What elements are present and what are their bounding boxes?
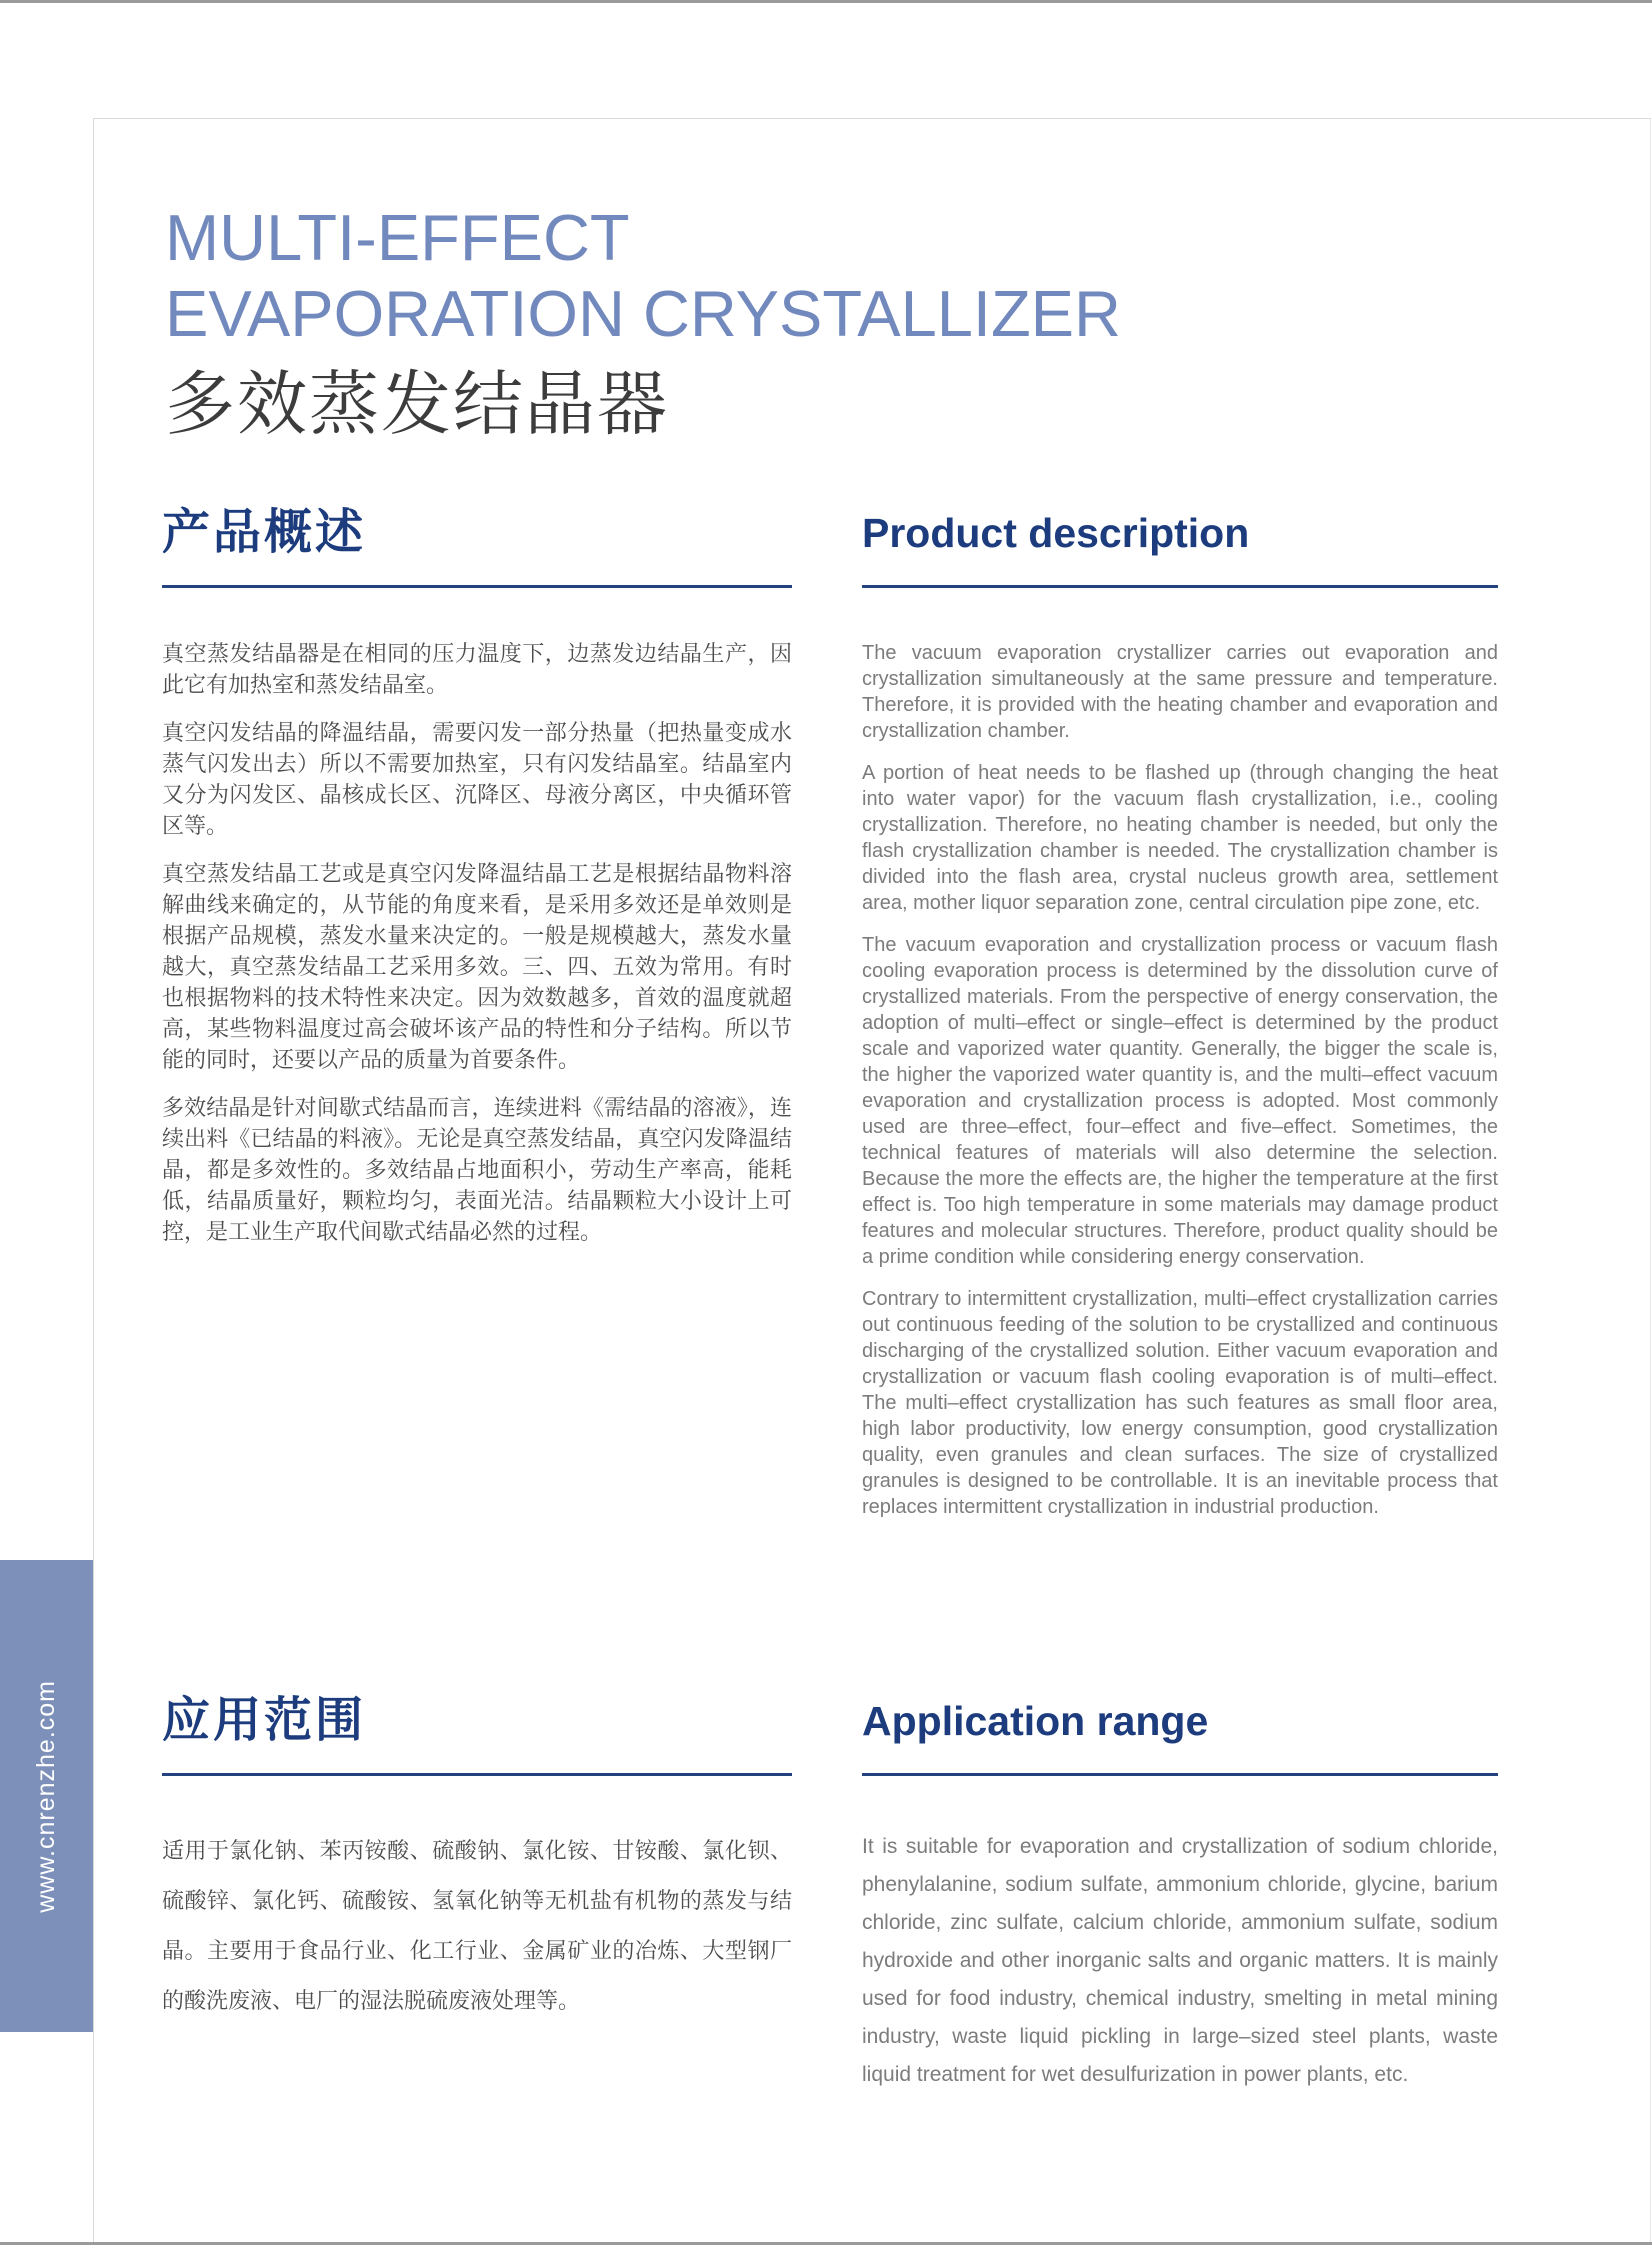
section-application-range-en — [862, 1693, 1498, 2094]
product-overview-body-cn — [162, 638, 792, 1247]
product-description-heading-underline — [862, 585, 1498, 588]
application-range-body-en — [862, 1828, 1498, 2094]
product-description-body-en — [862, 640, 1498, 1520]
page-subtitle-chinese: 多效蒸发结晶器 — [165, 365, 669, 443]
paragraph: It is suitable for evaporation and crystallization of sodium chloride, phenylalanine, sodium sulfate, ammonium chloride, glycine, barium chloride, zinc sulfate, calcium chloride, ammonium sulfate, sodium hydroxide and other inorganic salts and organic matters. It is mainly used for food industry, chemical industry, smelting in metal mining industry, waste liquid pickling in large–sized steel plants, waste liquid treatment for wet desulfurization in power plants, etc. — [862, 1835, 1498, 2086]
page-title — [165, 200, 1121, 352]
page-title-block — [165, 200, 1121, 444]
paragraph: A portion of heat needs to be flashed up (through changing the heat into water vapor) for the vacuum flash crystallization, i.e., cooling crystallization. Therefore, no heating chamber is needed, but only the flash crystallization chamber is needed. The crystallization chamber is divided into the flash area, crystal nucleus growth area, settlement area, mother liquor separation zone, central circulation pipe zone, etc. — [862, 762, 1498, 914]
application-range-heading-en: Application range — [862, 1698, 1209, 1744]
section-product-description-en — [862, 505, 1498, 1536]
paragraph: 适用于氯化钠、苯丙铵酸、硫酸钠、氯化铵、甘铵酸、氯化钡、硫酸锌、氯化钙、硫酸铵、氢氧化钠等无机盐有机物的蒸发与结晶。主要用于食品行业、化工行业、金属矿业的冶炼、大型钢厂的酸洗废液、电厂的湿法脱硫废液处理等。 — [162, 1838, 792, 2013]
page-title-line2: EVAPORATION CRYSTALLIZER — [165, 277, 1121, 350]
section-application-range-cn — [162, 1693, 792, 2026]
product-overview-heading-cn: 产品概述 — [162, 506, 367, 559]
product-description-heading-en: Product description — [862, 510, 1250, 556]
application-range-heading-underline — [162, 1773, 792, 1776]
section-product-overview-cn — [162, 505, 792, 1264]
paragraph: The vacuum evaporation and crystallization process or vacuum flash cooling evaporation process is determined by the dissolution curve of crystallized materials. From the perspective of energy conservation, the adoption of multi–effect or single–effect is determined by the product scale and vaporized water quantity. Generally, the bigger the scale is, the higher the vaporized water quantity is, and the multi–effect vacuum evaporation and crystallization process is adopted. Most commonly used are three–effect, four–effect and five–effect. Sometimes, the technical features of materials will also determine the selection. Because the more the effects are, the higher the temperature at the first effect is. Too high temperature in some materials may damage product features and molecular structures. Therefore, product quality should be a prime condition while considering energy conservation. — [862, 934, 1498, 1268]
paragraph: 真空蒸发结晶工艺或是真空闪发降温结晶工艺是根据结晶物料溶解曲线来确定的，从节能的角度来看，是采用多效还是单效则是根据产品规模，蒸发水量来决定的。一般是规模越大，蒸发水量越大，真空蒸发结晶工艺采用多效。三、四、五效为常用。有时也根据物料的技术特性来决定。因为效数越多，首效的温度就超高，某些物料温度过高会破坏该产品的特性和分子结构。所以节能的同时，还要以产品的质量为首要条件。 — [162, 861, 792, 1072]
sidebar-website-url: www.cnrenzhe.com — [32, 1679, 60, 1913]
application-range-heading-cn: 应用范围 — [162, 1694, 367, 1747]
paragraph: 真空蒸发结晶器是在相同的压力温度下，边蒸发边结晶生产，因此它有加热室和蒸发结晶室。 — [162, 641, 792, 697]
paragraph: The vacuum evaporation crystallizer carries out evaporation and crystallization simultaneously at the same pressure and temperature. Therefore, it is provided with the heating chamber and evaporation and crystallization chamber. — [862, 642, 1498, 742]
paragraph: Contrary to intermittent crystallization, multi–effect crystallization carries out continuous feeding of the solution to be crystallized and continuous discharging of the crystallized solution. Either vacuum evaporation and crystallization or vacuum flash cooling evaporation is of multi–effect. The multi–effect crystallization has such features as small floor area, high labor productivity, low energy consumption, good crystallization quality, even granules and clean surfaces. The size of crystallized granules is designed to be controllable. It is an inevitable process that replaces intermittent crystallization in industrial production. — [862, 1288, 1498, 1518]
paragraph: 多效结晶是针对间歇式结晶而言，连续进料《需结晶的溶液》，连续出料《已结晶的料液》。无论是真空蒸发结晶，真空闪发降温结晶，都是多效性的。多效结晶占地面积小，劳动生产率高，能耗低，结晶质量好，颗粒均匀，表面光洁。结晶颗粒大小设计上可控，是工业生产取代间歇式结晶必然的过程。 — [162, 1095, 792, 1244]
page-top-divider — [0, 0, 1652, 3]
product-overview-heading-underline — [162, 585, 792, 588]
sidebar-brand-bar — [0, 1560, 93, 2032]
application-range-heading-underline — [862, 1773, 1498, 1776]
application-range-body-cn — [162, 1826, 792, 2026]
paragraph: 真空闪发结晶的降温结晶，需要闪发一部分热量（把热量变成水蒸气闪发出去）所以不需要加热室，只有闪发结晶室。结晶室内又分为闪发区、晶核成长区、沉降区、母液分离区，中央循环管区等。 — [162, 720, 792, 838]
page-title-line1: MULTI-EFFECT — [165, 201, 630, 274]
